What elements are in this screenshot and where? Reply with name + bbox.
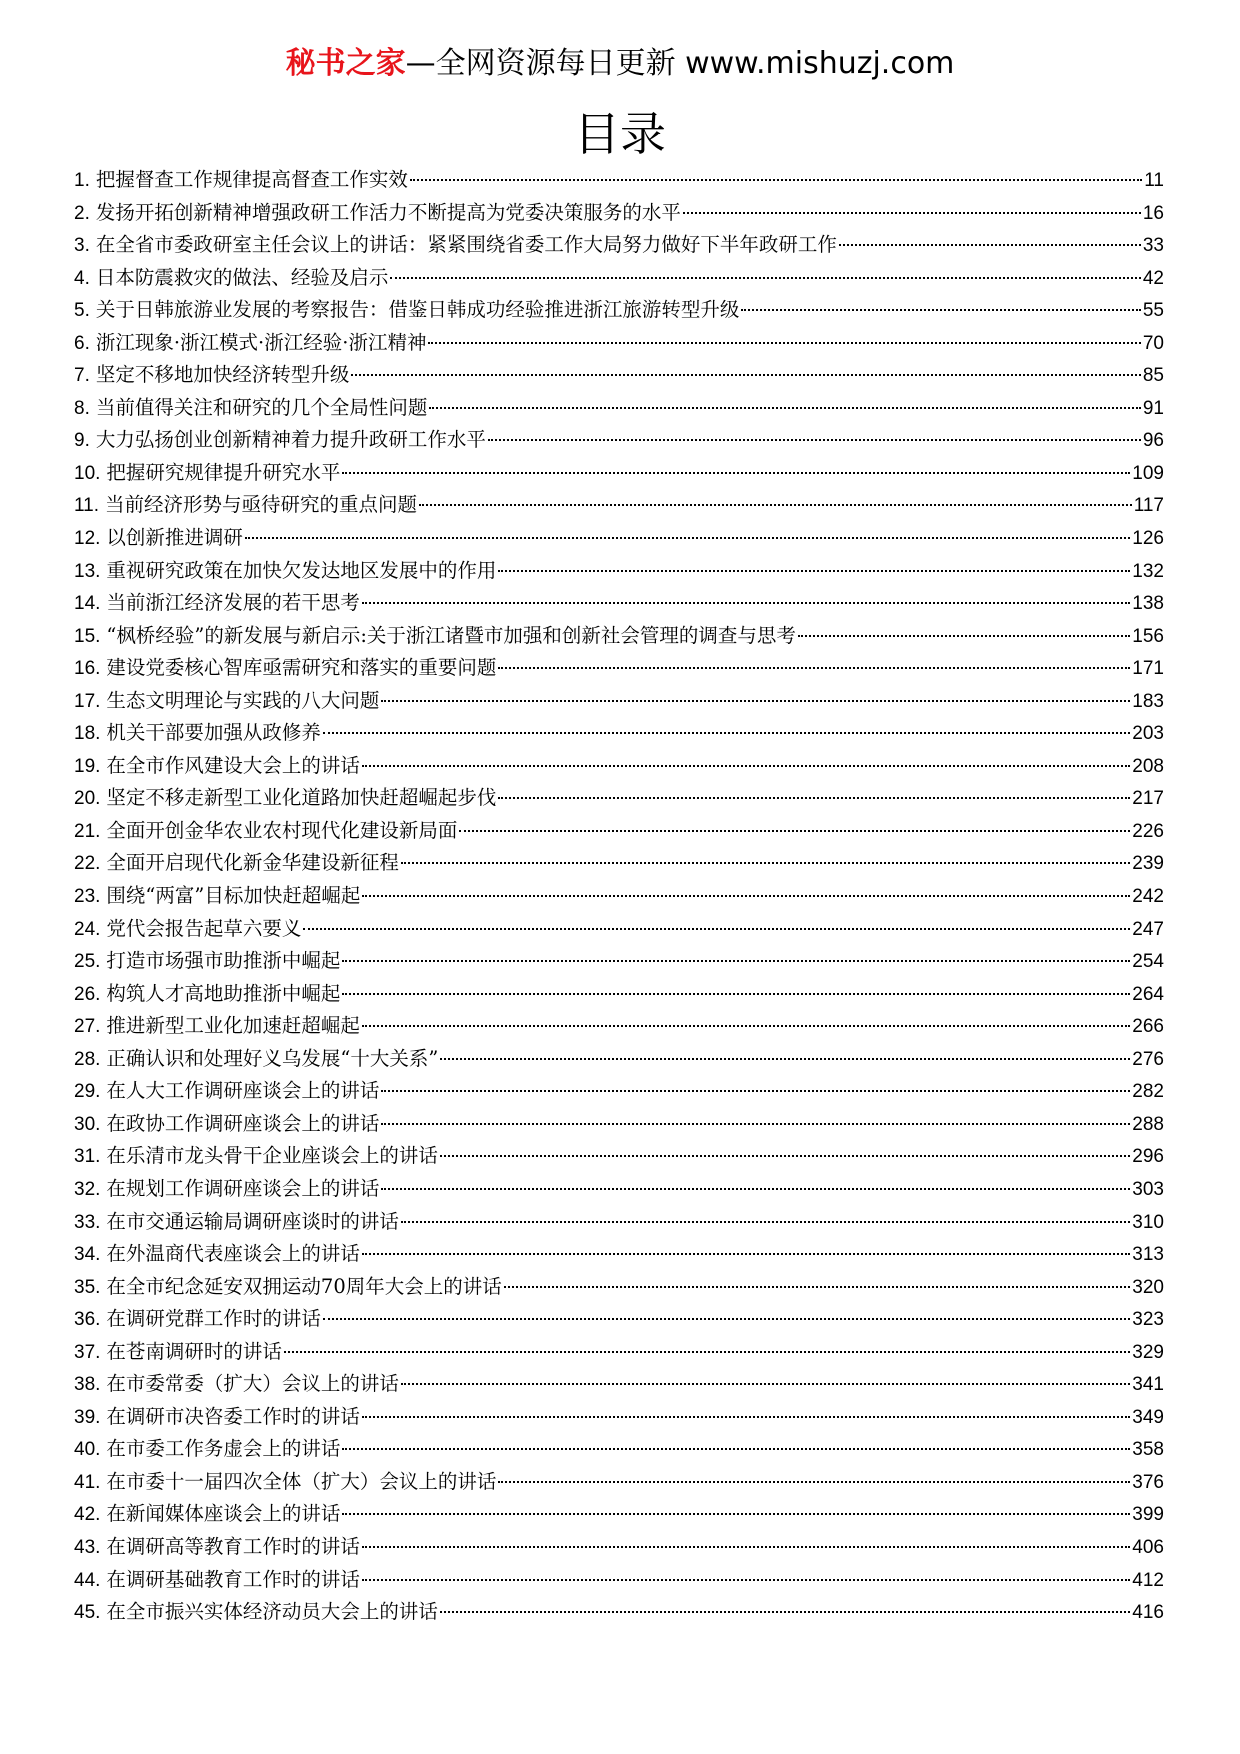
toc-dot-leader — [798, 635, 1130, 637]
toc-page-number: 239 — [1132, 853, 1164, 875]
toc-page-number: 42 — [1142, 267, 1164, 289]
toc-entry[interactable] — [74, 294, 1164, 327]
toc-page-number: 138 — [1132, 593, 1164, 615]
toc-entry-number: 40. — [74, 1439, 101, 1461]
toc-entry[interactable] — [74, 1140, 1164, 1173]
toc-dot-leader — [401, 1383, 1130, 1385]
toc-page-number: 358 — [1132, 1439, 1164, 1461]
toc-dot-leader — [381, 1090, 1130, 1092]
toc-page-number: 242 — [1132, 886, 1164, 908]
toc-page-number: 266 — [1132, 1016, 1164, 1038]
toc-dot-leader — [488, 439, 1141, 441]
toc-entry-title: 日本防震救灾的做法、经验及启示 — [95, 265, 389, 289]
toc-page-number: 109 — [1132, 462, 1164, 484]
page-title: 目录 — [574, 107, 666, 161]
toc-page-number: 85 — [1142, 365, 1164, 387]
toc-entry[interactable] — [74, 978, 1164, 1011]
toc-entry[interactable] — [74, 1075, 1164, 1108]
toc-entry-title: 把握督查工作规律提高督查工作实效 — [95, 168, 408, 191]
toc-entry[interactable] — [74, 1564, 1164, 1597]
toc-entry-title: 在全市纪念延安双拥运动70周年大会上的讲话 — [106, 1274, 502, 1298]
toc-entry-number: 14. — [74, 593, 101, 615]
toc-entry-number: 33. — [74, 1211, 101, 1233]
toc-entry-title: 把握研究规律提升研究水平 — [106, 460, 341, 484]
toc-dot-leader — [498, 1481, 1130, 1483]
toc-dot-leader — [342, 472, 1130, 474]
toc-entry-number: 1. — [74, 170, 90, 191]
toc-entry[interactable] — [74, 1401, 1164, 1434]
toc-page-number: 11 — [1144, 170, 1164, 191]
toc-page-number: 341 — [1132, 1374, 1164, 1396]
table-of-contents — [74, 164, 1164, 1629]
toc-entry-title: 机关干部要加强从政修养 — [106, 721, 321, 745]
toc-entry-title: 打造市场强市助推浙中崛起 — [106, 949, 341, 973]
toc-entry[interactable] — [74, 880, 1164, 913]
toc-dot-leader — [498, 570, 1130, 572]
toc-entry-number: 29. — [74, 1081, 101, 1103]
toc-entry-number: 26. — [74, 983, 101, 1005]
toc-page-number: 16 — [1142, 202, 1164, 224]
toc-entry-title: 坚定不移地加快经济转型升级 — [95, 363, 350, 387]
toc-entry-number: 24. — [74, 918, 101, 940]
toc-dot-leader — [362, 1546, 1130, 1548]
toc-entry[interactable] — [74, 1303, 1164, 1336]
toc-dot-leader — [342, 960, 1130, 962]
toc-entry[interactable] — [74, 1531, 1164, 1564]
toc-dot-leader — [440, 1155, 1130, 1157]
toc-page-number: 282 — [1132, 1081, 1164, 1103]
toc-dot-leader — [351, 374, 1140, 376]
toc-entry[interactable] — [74, 1336, 1164, 1369]
toc-dot-leader — [362, 602, 1130, 604]
toc-entry[interactable] — [74, 262, 1164, 295]
toc-page-number: 349 — [1132, 1406, 1164, 1428]
toc-entry[interactable] — [74, 555, 1164, 588]
brand-name: 秘书之家 — [285, 46, 406, 81]
toc-entry-number: 9. — [74, 430, 90, 452]
toc-entry-title: 以创新推进调研 — [106, 526, 243, 550]
toc-entry-title: 在人大工作调研座谈会上的讲话 — [106, 1079, 380, 1103]
toc-dot-leader — [390, 277, 1140, 279]
toc-entry-title: 在市委常委（扩大）会议上的讲话 — [106, 1372, 399, 1396]
toc-dot-leader — [440, 1058, 1130, 1060]
site-header — [0, 42, 1240, 86]
toc-entry[interactable] — [74, 717, 1164, 750]
toc-entry-number: 31. — [74, 1146, 101, 1168]
toc-entry-number: 30. — [74, 1113, 101, 1135]
toc-dot-leader — [498, 667, 1130, 669]
toc-entry-title: 在调研党群工作时的讲话 — [106, 1307, 321, 1331]
toc-entry-title: 在全省市委政研室主任会议上的讲话：紧紧围绕省委工作大局努力做好下半年政研工作 — [95, 233, 837, 257]
toc-entry-title: 在市委工作务虚会上的讲话 — [106, 1437, 341, 1461]
toc-entry-title: 在新闻媒体座谈会上的讲话 — [106, 1502, 341, 1526]
toc-entry-number: 7. — [74, 365, 90, 387]
toc-entry-number: 39. — [74, 1406, 101, 1428]
toc-page-number: 226 — [1132, 820, 1164, 842]
toc-entry-title: 在市委十一届四次全体（扩大）会议上的讲话 — [106, 1469, 497, 1493]
toc-page-number: 412 — [1132, 1569, 1164, 1591]
toc-entry-title: 在规划工作调研座谈会上的讲话 — [106, 1176, 380, 1200]
toc-entry[interactable] — [74, 522, 1164, 555]
toc-dot-leader — [323, 1318, 1130, 1320]
toc-entry-number: 36. — [74, 1309, 101, 1331]
toc-dot-leader — [504, 1286, 1131, 1288]
toc-dot-leader — [741, 309, 1140, 311]
toc-entry-title: 全面开创金华农业农村现代化建设新局面 — [106, 818, 458, 842]
toc-dot-leader — [683, 212, 1141, 214]
toc-dot-leader — [362, 1416, 1130, 1418]
toc-entry-number: 38. — [74, 1374, 101, 1396]
header-tagline: —全网资源每日更新 www.mishuzj.com — [405, 46, 955, 81]
toc-entry-title: 在乐清市龙头骨干企业座谈会上的讲话 — [106, 1144, 438, 1168]
toc-page-number: 416 — [1132, 1602, 1164, 1624]
toc-entry[interactable] — [74, 1206, 1164, 1239]
toc-entry[interactable] — [74, 197, 1164, 230]
toc-entry[interactable] — [74, 229, 1164, 262]
toc-entry-title: 坚定不移走新型工业化道路加快赶超崛起步伐 — [106, 786, 497, 810]
toc-page-number: 156 — [1132, 625, 1164, 647]
toc-entry[interactable] — [74, 1108, 1164, 1141]
toc-entry[interactable] — [74, 1043, 1164, 1076]
toc-page-number: 132 — [1132, 560, 1164, 582]
toc-entry-number: 42. — [74, 1504, 101, 1526]
toc-entry-number: 3. — [74, 235, 90, 257]
toc-entry[interactable] — [74, 424, 1164, 457]
toc-page-number: 323 — [1132, 1309, 1164, 1331]
toc-page-number: 203 — [1132, 723, 1164, 745]
toc-dot-leader — [428, 342, 1140, 344]
toc-entry-title: 当前经济形势与亟待研究的重点问题 — [105, 493, 418, 517]
toc-page-number: 117 — [1133, 495, 1164, 517]
toc-page-number: 296 — [1132, 1146, 1164, 1168]
toc-entry[interactable] — [74, 815, 1164, 848]
toc-entry-title: 构筑人才高地助推浙中崛起 — [106, 981, 341, 1005]
toc-dot-leader — [410, 179, 1142, 181]
toc-entry-number: 13. — [74, 560, 101, 582]
toc-page-number: 126 — [1132, 528, 1164, 550]
toc-entry-number: 35. — [74, 1276, 101, 1298]
toc-dot-leader — [401, 1221, 1130, 1223]
toc-entry[interactable] — [74, 1173, 1164, 1206]
toc-dot-leader — [381, 1123, 1130, 1125]
toc-dot-leader — [362, 1253, 1130, 1255]
toc-entry-title: 围绕“两富”目标加快赶超崛起 — [106, 884, 361, 908]
toc-entry-number: 8. — [74, 397, 90, 419]
toc-entry-title: 关于日韩旅游业发展的考察报告：借鉴日韩成功经验推进浙江旅游转型升级 — [95, 298, 740, 322]
toc-dot-leader — [839, 244, 1141, 246]
toc-page-number: 96 — [1142, 430, 1164, 452]
toc-entry-title: 在外温商代表座谈会上的讲话 — [106, 1242, 360, 1266]
toc-entry[interactable] — [74, 782, 1164, 815]
toc-entry-title: 在全市作风建设大会上的讲话 — [106, 753, 360, 777]
toc-page-number: 329 — [1132, 1341, 1164, 1363]
toc-entry[interactable] — [74, 620, 1164, 653]
toc-entry-title: 在调研高等教育工作时的讲话 — [106, 1534, 360, 1558]
toc-entry-title: 正确认识和处理好义乌发展“十大关系” — [106, 1046, 439, 1070]
toc-entry[interactable] — [74, 1271, 1164, 1304]
toc-entry-number: 18. — [74, 723, 101, 745]
toc-entry-number: 19. — [74, 755, 101, 777]
toc-entry[interactable] — [74, 1368, 1164, 1401]
toc-page-number: 208 — [1132, 755, 1164, 777]
toc-page-number: 288 — [1132, 1113, 1164, 1135]
toc-page-number: 313 — [1132, 1244, 1164, 1266]
toc-dot-leader — [381, 700, 1130, 702]
toc-entry-number: 27. — [74, 1016, 101, 1038]
toc-dot-leader — [342, 1513, 1130, 1515]
toc-page-number: 183 — [1132, 690, 1164, 712]
toc-entry-number: 4. — [74, 267, 90, 289]
toc-entry-title: 在全市振兴实体经济动员大会上的讲话 — [106, 1600, 438, 1624]
toc-entry-number: 12. — [74, 528, 101, 550]
toc-entry-number: 23. — [74, 886, 101, 908]
toc-dot-leader — [362, 765, 1130, 767]
toc-entry-number: 43. — [74, 1536, 101, 1558]
toc-page-number: 406 — [1132, 1536, 1164, 1558]
toc-dot-leader — [440, 1611, 1130, 1613]
toc-entry-number: 32. — [74, 1178, 101, 1200]
toc-page-number: 254 — [1132, 951, 1164, 973]
toc-page-number: 171 — [1132, 658, 1164, 680]
toc-entry-number: 44. — [74, 1569, 101, 1591]
toc-entry[interactable] — [74, 457, 1164, 490]
toc-entry-title: 全面开启现代化新金华建设新征程 — [106, 851, 399, 875]
toc-entry[interactable] — [74, 489, 1164, 522]
toc-entry[interactable] — [74, 587, 1164, 620]
toc-dot-leader — [401, 862, 1130, 864]
toc-entry-title: 在市交通运输局调研座谈时的讲话 — [106, 1209, 399, 1233]
toc-dot-leader — [459, 830, 1130, 832]
toc-entry[interactable] — [74, 1466, 1164, 1499]
toc-entry[interactable] — [74, 164, 1164, 197]
toc-entry-title: 党代会报告起草六要义 — [106, 916, 302, 940]
toc-page-number: 276 — [1132, 1048, 1164, 1070]
toc-dot-leader — [362, 1025, 1130, 1027]
toc-entry[interactable] — [74, 652, 1164, 685]
toc-entry[interactable] — [74, 685, 1164, 718]
toc-dot-leader — [323, 732, 1130, 734]
toc-page-number: 91 — [1142, 397, 1164, 419]
toc-entry[interactable] — [74, 1238, 1164, 1271]
toc-entry-title: 当前值得关注和研究的几个全局性问题 — [95, 395, 428, 419]
toc-dot-leader — [362, 1579, 1130, 1581]
toc-entry-number: 37. — [74, 1341, 101, 1363]
toc-dot-leader — [419, 504, 1132, 506]
toc-entry-title: 浙江现象·浙江模式·浙江经验·浙江精神 — [95, 330, 427, 354]
toc-entry-number: 17. — [74, 690, 101, 712]
toc-entry-number: 5. — [74, 300, 90, 322]
toc-dot-leader — [245, 537, 1130, 539]
toc-dot-leader — [342, 993, 1130, 995]
toc-entry-title: 在政协工作调研座谈会上的讲话 — [106, 1111, 380, 1135]
toc-entry[interactable] — [74, 945, 1164, 978]
toc-entry-title: “枫桥经验”的新发展与新启示:关于浙江诸暨市加强和创新社会管理的调查与思考 — [106, 623, 796, 647]
toc-entry[interactable] — [74, 359, 1164, 392]
toc-entry[interactable] — [74, 392, 1164, 425]
toc-entry-number: 15. — [74, 625, 101, 647]
toc-page-number: 310 — [1132, 1211, 1164, 1233]
toc-entry[interactable] — [74, 1010, 1164, 1043]
toc-dot-leader — [498, 797, 1130, 799]
toc-entry-title: 重视研究政策在加快欠发达地区发展中的作用 — [106, 558, 497, 582]
toc-entry[interactable] — [74, 1596, 1164, 1629]
toc-entry-title: 生态文明理论与实践的八大问题 — [106, 688, 380, 712]
toc-dot-leader — [381, 1188, 1130, 1190]
toc-entry-number: 34. — [74, 1244, 101, 1266]
toc-entry-number: 45. — [74, 1602, 101, 1624]
toc-dot-leader — [342, 1448, 1130, 1450]
toc-page-number: 33 — [1142, 235, 1164, 257]
toc-entry-number: 22. — [74, 853, 101, 875]
toc-entry[interactable] — [74, 913, 1164, 946]
toc-entry-title: 建设党委核心智库亟需研究和落实的重要问题 — [106, 656, 497, 680]
toc-entry-number: 16. — [74, 658, 101, 680]
toc-entry-title: 发扬开拓创新精神增强政研工作活力不断提高为党委决策服务的水平 — [95, 200, 681, 224]
toc-page-number: 399 — [1132, 1504, 1164, 1526]
toc-dot-leader — [284, 1351, 1130, 1353]
toc-page-number: 55 — [1142, 300, 1164, 322]
toc-entry-title: 在苍南调研时的讲话 — [106, 1339, 282, 1363]
toc-entry-number: 6. — [74, 332, 90, 354]
toc-entry-number: 28. — [74, 1048, 101, 1070]
toc-dot-leader — [303, 928, 1130, 930]
toc-dot-leader — [429, 407, 1140, 409]
toc-page-number: 320 — [1132, 1276, 1164, 1298]
toc-page-number: 70 — [1142, 332, 1164, 354]
toc-entry-title: 推进新型工业化加速赶超崛起 — [106, 1014, 360, 1038]
toc-entry[interactable] — [74, 847, 1164, 880]
toc-page-number: 376 — [1132, 1471, 1164, 1493]
toc-entry[interactable] — [74, 1498, 1164, 1531]
toc-dot-leader — [362, 895, 1130, 897]
toc-entry-number: 25. — [74, 951, 101, 973]
toc-entry-number: 20. — [74, 788, 101, 810]
toc-entry-title: 在调研市决咨委工作时的讲话 — [106, 1404, 360, 1428]
toc-entry-number: 2. — [74, 202, 90, 224]
toc-entry-number: 10. — [74, 462, 101, 484]
toc-page-number: 264 — [1132, 983, 1164, 1005]
toc-entry[interactable] — [74, 327, 1164, 360]
toc-entry[interactable] — [74, 750, 1164, 783]
toc-page-number: 247 — [1132, 918, 1164, 940]
toc-entry-number: 11. — [74, 495, 100, 517]
toc-entry-title: 当前浙江经济发展的若干思考 — [106, 591, 360, 615]
toc-page-number: 217 — [1132, 788, 1164, 810]
toc-entry-number: 21. — [74, 820, 101, 842]
toc-entry-title: 大力弘扬创业创新精神着力提升政研工作水平 — [95, 428, 486, 452]
toc-entry[interactable] — [74, 1433, 1164, 1466]
toc-entry-number: 41. — [74, 1471, 101, 1493]
toc-entry-title: 在调研基础教育工作时的讲话 — [106, 1567, 360, 1591]
toc-page-number: 303 — [1132, 1178, 1164, 1200]
